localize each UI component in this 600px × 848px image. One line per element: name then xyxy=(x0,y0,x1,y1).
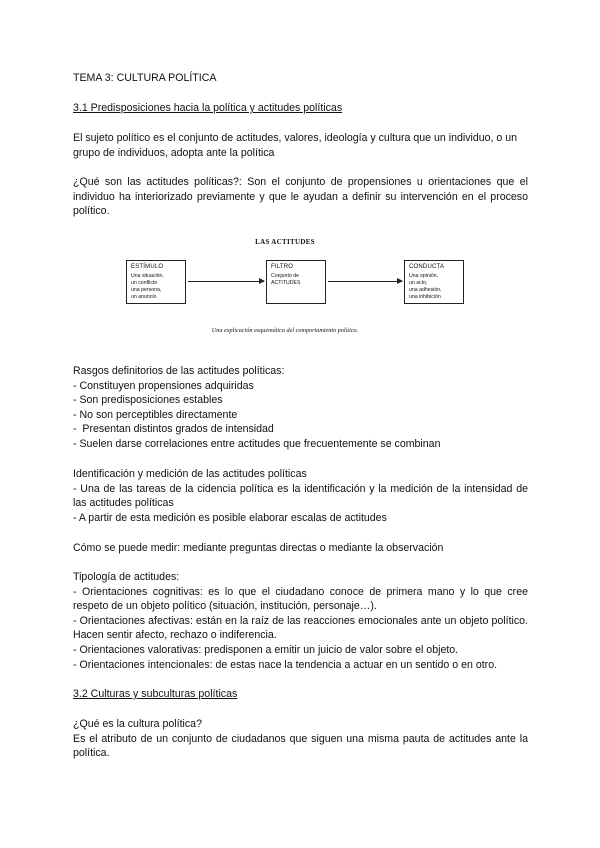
list-item: - Orientaciones afectivas: están en la raíz de las reacciones emocionales ante un objeto político. Hacen sentir afecto, rechazo o indiferencia. xyxy=(73,614,528,642)
diagram-box-line: una persona, xyxy=(131,287,162,293)
section-2-heading: 3.2 Culturas y subculturas políticas xyxy=(73,688,238,700)
list-item: - Suelen darse correlaciones entre actitudes que frecuentemente se combinan xyxy=(73,437,441,450)
diagram-box-line: una inhibición xyxy=(409,294,441,300)
list-item: - A partir de esta medición es posible elaborar escalas de actitudes xyxy=(73,511,387,524)
section-1-heading: 3.1 Predisposiciones hacia la política y actitudes políticas xyxy=(73,102,343,114)
rasgos-block xyxy=(73,364,528,452)
diagram-box-conduct xyxy=(404,260,464,304)
topic-title: TEMA 3: CULTURA POLÍTICA xyxy=(73,72,217,84)
intro-paragraph: El sujeto político es el conjunto de actitudes, valores, ideología y cultura que un individuo, o un grupo de individuos, adopta ante la política xyxy=(73,132,518,159)
attitudes-diagram xyxy=(120,235,450,340)
how-to-measure: Cómo se puede medir: mediante preguntas directas o mediante la observación xyxy=(73,542,444,554)
list-item: - Orientaciones cognitivas: es lo que el ciudadano conoce de primera mano y lo que cree respeto de un objeto político (situación, institución, personaje…). xyxy=(73,585,528,613)
diagram-box-head: CONDUCTA xyxy=(409,264,445,270)
cultura-politica-block xyxy=(73,717,528,761)
tipologia-title: Tipología de actitudes: xyxy=(73,571,180,583)
cultura-question: ¿Qué es la cultura política? xyxy=(73,718,202,730)
cultura-answer: Es el atributo de un conjunto de ciudadanos que siguen una misma pauta de actitudes ante la política. xyxy=(73,732,528,760)
rasgos-title: Rasgos definitorios de las actitudes políticas: xyxy=(73,365,285,377)
diagram-box-body xyxy=(409,273,463,301)
arrow-stimulus-to-filter xyxy=(188,281,264,282)
diagram-box-line: un acto, xyxy=(409,280,428,286)
list-item: - Presentan distintos grados de intensidad xyxy=(73,423,274,436)
tipologia-block xyxy=(73,570,528,672)
diagram-box-line: un conflicto xyxy=(131,280,158,286)
diagram-box-head: ESTÍMULO xyxy=(131,264,164,270)
diagram-box-line: Una opinión, xyxy=(409,273,439,279)
diagram-title: LAS ACTITUDES xyxy=(255,238,315,246)
list-item: - Son predisposiciones estables xyxy=(73,394,223,407)
diagram-box-line: ACTITUDES xyxy=(271,280,301,286)
diagram-box-body xyxy=(271,273,325,287)
list-item: - Una de las tareas de la cidencia política es la identificación y la medición de la intensidad de las actitudes políticas xyxy=(73,482,528,510)
diagram-box-head: FILTRO xyxy=(271,264,294,270)
list-item: - Orientaciones intencionales: de estas nace la tendencia a actuar en un sentido o en otro. xyxy=(73,658,498,671)
diagram-box-filter xyxy=(266,260,326,304)
diagram-box-line: Una situación, xyxy=(131,273,164,279)
list-item: - Constituyen propensiones adquiridas xyxy=(73,379,254,392)
list-item: - Orientaciones valorativas: predisponen a emitir un juicio de valor sobre el objeto. xyxy=(73,643,459,656)
diagram-box-line: una adhesión, xyxy=(409,287,442,293)
arrow-filter-to-conduct xyxy=(328,281,402,282)
diagram-box-stimulus xyxy=(126,260,186,304)
list-item: - No son perceptibles directamente xyxy=(73,408,238,421)
identificacion-block xyxy=(73,467,528,525)
diagram-box-body xyxy=(131,273,185,301)
attitudes-definition-paragraph: ¿Qué son las actitudes políticas?: Son el conjunto de propensiones u orientaciones que el individuo ha interiorizado previamente y que le ayudan a definir su intervención en el proceso político. xyxy=(73,176,528,218)
identificacion-title: Identificación y medición de las actitudes políticas xyxy=(73,468,307,480)
diagram-box-line: Conjunto de xyxy=(271,273,299,279)
diagram-caption: Una explicación esquemática del comportamiento político. xyxy=(211,327,359,334)
diagram-box-line: un anuncio xyxy=(131,294,157,300)
